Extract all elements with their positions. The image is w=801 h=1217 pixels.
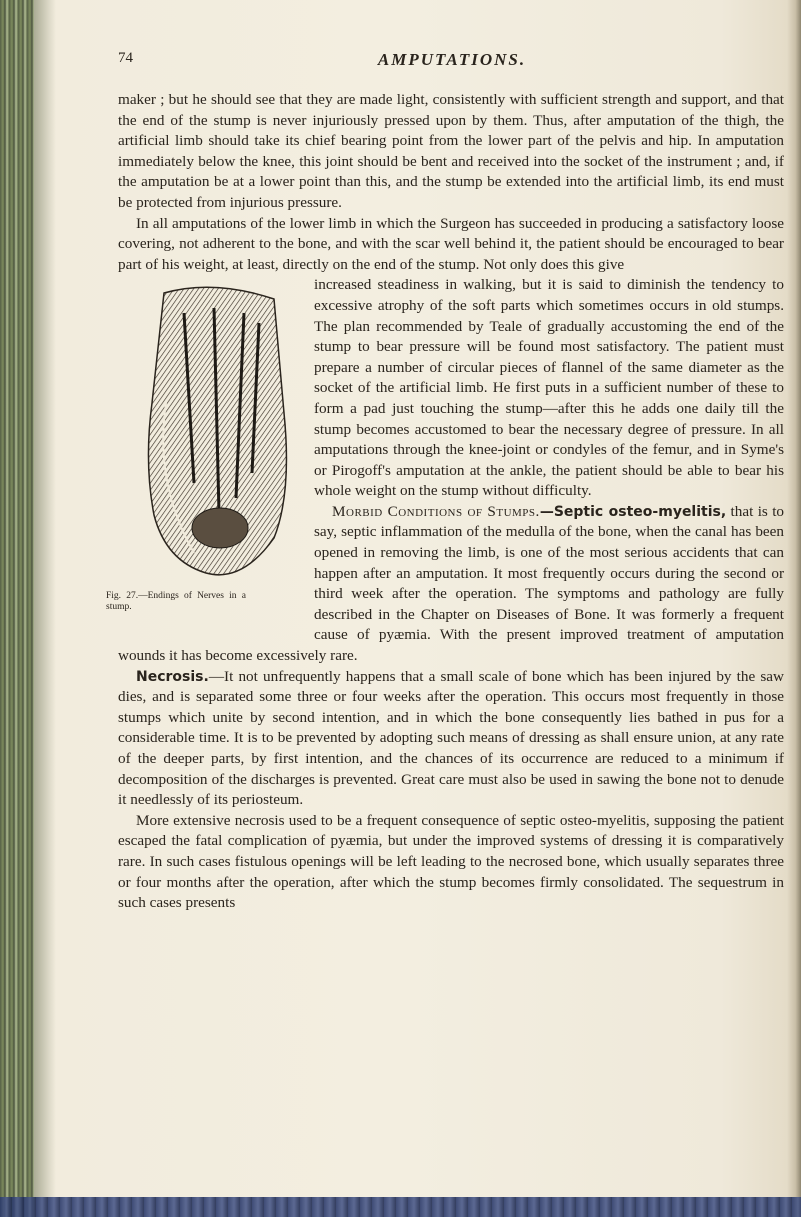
page-number: 74 [118, 50, 133, 66]
book-binding-edge [0, 0, 34, 1217]
figure-caption-label: Fig. 27. [106, 591, 139, 602]
binding-shadow [34, 0, 56, 1217]
subheading-septic-osteomyelitis: —Septic osteo-myelitis, [539, 503, 727, 520]
paragraph-2b: increased steadiness in walking, but it is said to diminish the tendency to excessive atrophy of the soft parts which sometimes occurs in old stumps. The plan recommended by Teale of gradually accustoming the end of the stump to bear pressure will be found most satisfactory. The patient must prepare a number of circular pieces of flannel of the same diameter as the socket of the artificial limb. He first puts in a sufficient number of these to form a pad just touching the stump—after this he adds one daily till the stump becomes accustomed to bear the necessary degree of pressure. In all amputations through the knee-joint or condyles of the femur, and in Syme's or Pirogoff's amputation at the ankle, the patient should be able to bear his whole weight on the stump without difficulty. [314, 276, 784, 500]
running-title: AMPUTATIONS. [377, 50, 527, 69]
body-text [106, 90, 785, 914]
section-heading-morbid-conditions: Morbid Conditions of Stumps. [332, 502, 540, 520]
page-right-edge [787, 0, 801, 1217]
paragraph-4-text: —It not unfrequently happens that a small scale of bone which has been injured by the saw dies, and is separated some three or four weeks after the operation. This occurs most frequently in those stumps which unite by second intention, and in which the bone consequently lies bathed in pus for a considerable time. It is to be prevented by adopting such means of dressing as shall ensure union, at any rate of the deeper parts, by first intention, and the chances of its occurrence are reduced to a minimum if decomposition of the discharges is prevented. Great care must also be used in sawing the bone not to denude it needlessly of its periosteum. [118, 667, 784, 809]
paragraph-5: More extensive necrosis used to be a frequent consequence of septic osteo-myelitis, supposing the patient escaped the fatal complication of pyæmia, but under the improved systems of dressing it is comparatively rare. In such cases fistulous openings will be left leading to the necrosed bone, which usually separates three or four months after the operation, after which the stump becomes firmly consolidated. The sequestrum in such cases presents [118, 811, 784, 912]
page-header [118, 50, 786, 76]
figure-caption [106, 591, 246, 613]
paragraph-1: maker ; but he should see that they are made light, consistently with sufficient strength and support, and that the end of the stump is never injuriously pressed upon by them. Thus, after amputation of the thigh, the artificial limb should take its chief bearing point from the lower part of the pelvis and hip. In amputation immediately below the knee, this joint should be bent and received into the socket of the instrument ; and, if the amputation be at a lower point than this, and the stump be extended into the artificial limb, its end must be protected from injurious pressure. [118, 91, 784, 211]
subheading-necrosis: Necrosis. [136, 668, 209, 685]
figure-caption-text: —Endings of Nerves in a stump. [106, 591, 246, 613]
paragraph-2a: In all amputations of the lower limb in which the Surgeon has succeeded in producing a satisfactory loose covering, not adherent to the bone, and with the scar well behind it, the patient should be encouraged to bear part of his weight, at least, directly on the end of the stump. Not only does this give [118, 214, 784, 273]
paragraph-4 [118, 667, 784, 811]
paragraph-3-text: that is to say, septic inflammation of the medulla of the bone, when the canal has been opened in removing the limb, is one of the most serious accidents that can happen after an amputation. It most frequently occurs during the second or third week after the operation. The symptoms and pathology are fully described in the Chapter on Diseases of Bone. It was formerly a frequent cause of pyæmia. With the present improved treatment of amputation wounds it has become excessively rare. [118, 502, 785, 665]
figure-27 [106, 275, 306, 627]
page-bottom-edge [0, 1197, 801, 1217]
nerve-endings-stump-illustration [124, 283, 304, 583]
